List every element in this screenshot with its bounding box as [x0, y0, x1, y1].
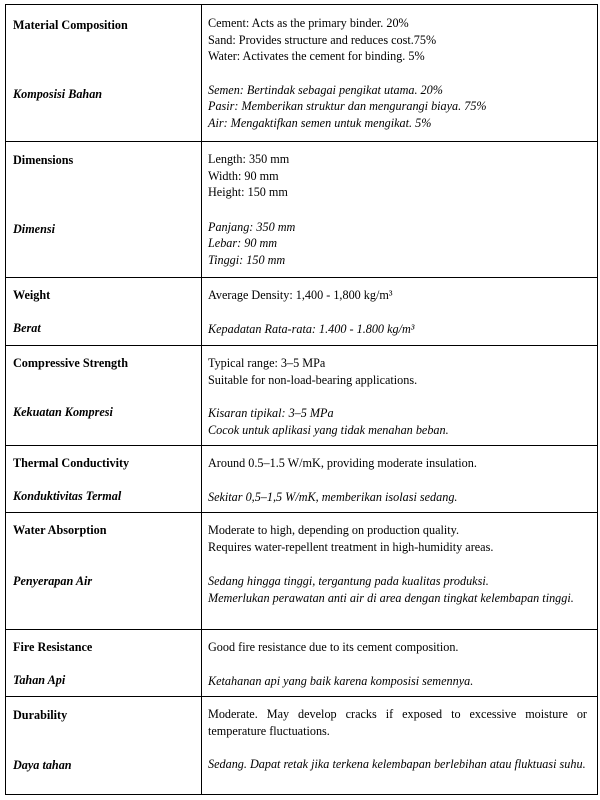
value-line: Sand: Provides structure and reduces cost.75% — [208, 32, 437, 47]
value-line: Semen: Bertindak sebagai pengikat utama. 20% — [208, 82, 443, 97]
value-line: Water: Activates the cement for binding. 5% — [208, 49, 425, 63]
label-cell — [6, 142, 202, 278]
table-row — [6, 278, 598, 346]
row-label-en: Weight — [13, 288, 51, 302]
value-cell — [202, 278, 598, 346]
label-cell — [6, 630, 202, 697]
value-id — [202, 219, 597, 269]
label-cell — [6, 5, 202, 142]
label-cell — [6, 697, 202, 795]
row-label-en: Thermal Conductivity — [13, 456, 130, 470]
value-id — [202, 405, 597, 438]
value-line: Moderate to high, depending on production quality. — [208, 523, 460, 537]
value-cell — [202, 142, 598, 278]
value-id — [202, 82, 597, 132]
value-line: Suitable for non-load-bearing applications. — [208, 372, 418, 387]
value-id — [202, 321, 597, 338]
value-en — [202, 15, 597, 65]
table-row — [6, 142, 598, 278]
row-label-id: Dimensi — [13, 222, 55, 236]
value-en — [202, 287, 597, 304]
value-line: Sedang. Dapat retak jika terkena kelembapan berlebihan atau fluktuasi suhu. — [208, 757, 586, 771]
row-label-id: Penyerapan Air — [13, 574, 93, 588]
table-row — [6, 513, 598, 630]
row-label-id: Daya tahan — [13, 758, 72, 772]
value-en — [202, 639, 597, 656]
value-cell — [202, 446, 598, 513]
row-label-id: Kekuatan Kompresi — [13, 405, 113, 419]
value-en — [202, 355, 597, 388]
value-line: Lebar: 90 mm — [208, 236, 278, 250]
value-id — [202, 489, 597, 506]
label-cell — [6, 513, 202, 630]
table-row — [6, 630, 598, 697]
row-label-id: Konduktivitas Termal — [13, 489, 122, 503]
value-line: Air: Mengaktifkan semen untuk mengikat. 5% — [208, 115, 432, 130]
value-line: Average Density: 1,400 - 1,800 kg/m³ — [208, 288, 393, 302]
label-cell — [6, 446, 202, 513]
value-line: Requires water-repellent treatment in high-humidity areas. — [208, 539, 494, 554]
value-cell — [202, 513, 598, 630]
row-label-id: Berat — [13, 321, 41, 335]
value-line: Panjang: 350 mm — [208, 219, 296, 234]
value-line: Good fire resistance due to its cement composition. — [208, 640, 459, 654]
value-line: Width: 90 mm — [208, 168, 279, 183]
value-line: Pasir: Memberikan struktur dan mengurangi biaya. 75% — [208, 99, 487, 113]
value-line: Memerlukan perawatan anti air di area dengan tingkat kelembapan tinggi. — [208, 590, 574, 605]
value-line: Cocok untuk aplikasi yang tidak menahan beban. — [208, 422, 449, 437]
value-line: Sekitar 0,5–1,5 W/mK, memberikan isolasi sedang. — [208, 489, 458, 504]
row-label-en: Material Composition — [13, 18, 128, 32]
value-line: Tinggi: 150 mm — [208, 252, 286, 267]
value-line: Ketahanan api yang baik karena komposisi semennya. — [208, 673, 474, 688]
row-label-en: Water Absorption — [13, 523, 107, 537]
row-label-en: Durability — [13, 708, 68, 722]
value-line: Around 0.5–1.5 W/mK, providing moderate insulation. — [208, 456, 477, 470]
value-en — [202, 706, 597, 739]
row-label-en: Fire Resistance — [13, 640, 93, 654]
value-line: Moderate. May develop cracks if exposed to excessive moisture or temperature fluctuations. — [208, 707, 587, 738]
value-line: Kisaran tipikal: 3–5 MPa — [208, 406, 334, 420]
table-row — [6, 346, 598, 446]
value-cell — [202, 630, 598, 697]
row-label-id: Tahan Api — [13, 673, 66, 687]
value-id — [202, 756, 597, 773]
table-row — [6, 5, 598, 142]
label-cell — [6, 346, 202, 446]
value-en — [202, 455, 597, 472]
specification-table — [5, 4, 598, 795]
value-en — [202, 151, 597, 201]
label-cell — [6, 278, 202, 346]
row-label-en: Compressive Strength — [13, 356, 128, 370]
value-line: Sedang hingga tinggi, tergantung pada kualitas produksi. — [208, 574, 489, 588]
table-row — [6, 446, 598, 513]
value-id — [202, 573, 597, 606]
value-line: Cement: Acts as the primary binder. 20% — [208, 16, 409, 30]
row-label-en: Dimensions — [13, 153, 74, 167]
value-line: Length: 350 mm — [208, 152, 290, 166]
value-id — [202, 673, 597, 690]
value-line: Kepadatan Rata-rata: 1.400 - 1.800 kg/m³ — [208, 321, 415, 336]
value-cell — [202, 697, 598, 795]
value-en — [202, 522, 597, 555]
table-row — [6, 697, 598, 795]
value-cell — [202, 5, 598, 142]
value-line: Typical range: 3–5 MPa — [208, 356, 326, 370]
value-line: Height: 150 mm — [208, 185, 288, 199]
row-label-id: Komposisi Bahan — [13, 87, 103, 101]
value-cell — [202, 346, 598, 446]
